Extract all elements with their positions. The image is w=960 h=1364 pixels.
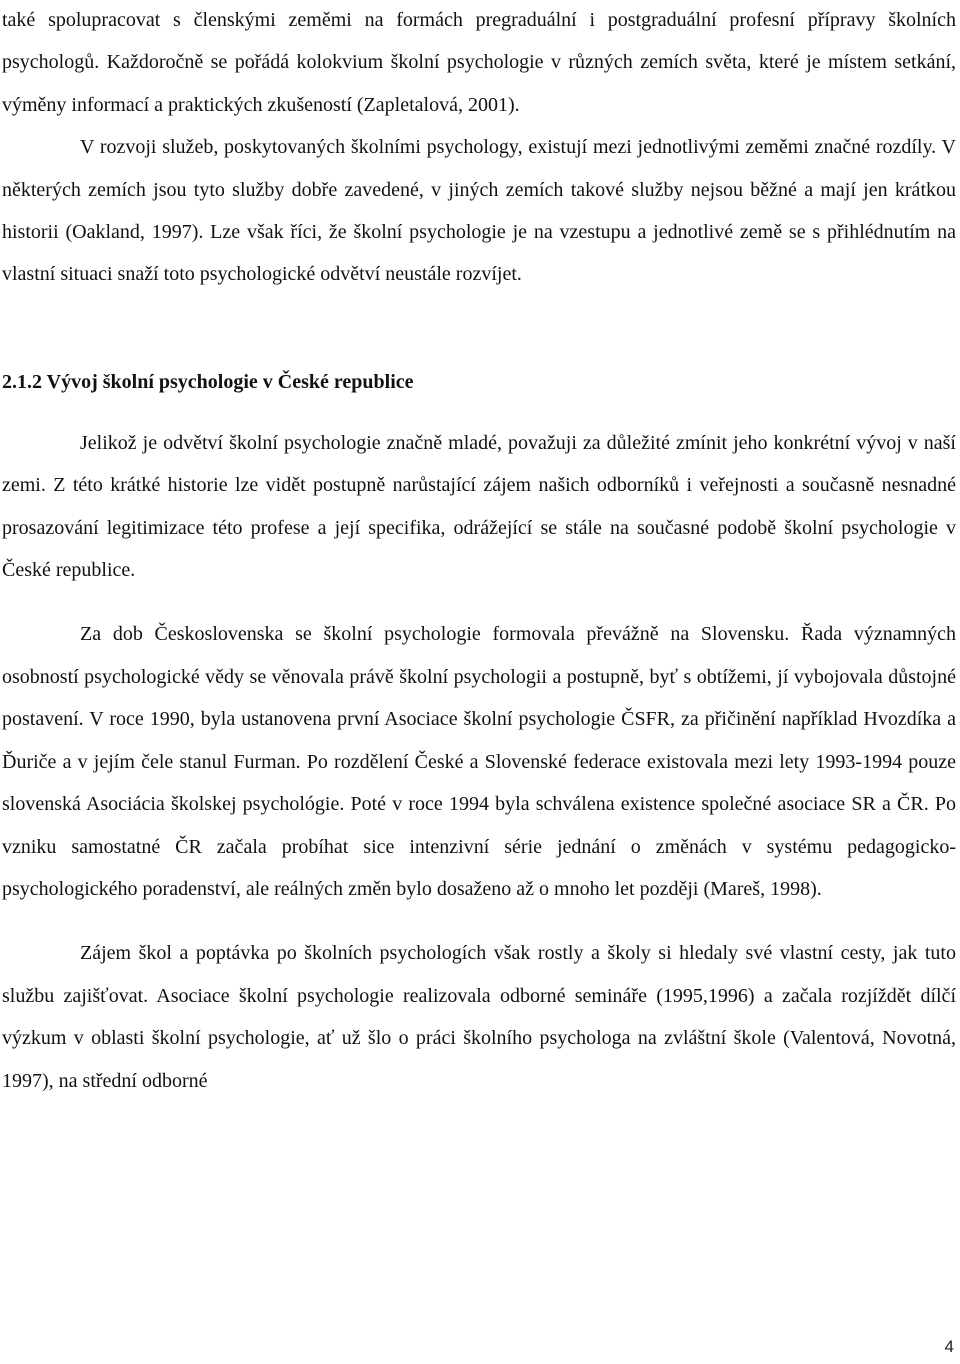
paragraph-services-differences: V rozvoji služeb, poskytovaných školními psychology, existují mezi jednotlivými zeměmi značné rozdíly. V některých zemích jsou tyto služby dobře zavedené, v jiných zemích takové služby nejsou běžné a mají jen krátkou historii (Oakland, 1997). Lze však říci, že školní psychologie je na vzestupu a jednotlivé země se s přihlédnutím na vlastní situaci snaží toto psychologické odvětví neustále rozvíjet. [2,136,956,286]
page-number: 4 [944,1337,954,1356]
paragraph-intro-czech: Jelikož je odvětví školní psychologie značně mladé, považuji za důležité zmínit jeho konkrétní vývoj v naší zemi. Z této krátké historie lze vidět postupně narůstající zájem našich odborníků i veřejnosti a současně nesnadné prosazování legitimizace této profese a její specifika, odrážející se stále na současné podobě školní psychologie v České republice. [2,431,956,582]
paragraph-czechoslovakia-history: Za dob Československa se školní psychologie formovala převážně na Slovensku. Řada významných osobností psychologické vědy se věnovala právě školní psychologii a postupně, byť s obtížemi, jí vybojovala důstojné postavení. V roce 1990, byla ustanovena první Asociace školní psychologie ČSFR, za přičinění například Hvozdíka a Ďuriče a v jejím čele stanul Furman. Po rozdělení České a Slovenské federace existovala mezi lety 1993-1994 pouze slovenská Asociácia školskej psychológie. Poté v roce 1994 byla schválena existence společné asociace SR a ČR. Po vzniku samostatné ČR začala probíhat sice intenzivní série jednání o změnách v systému pedagogicko-psychologického poradenství, ale reálných změn bylo dosaženo až o mnoho let později (Mareš, 1998). [2,623,956,900]
paragraph-school-demand: Zájem škol a poptávka po školních psychologích však rostly a školy si hledaly své vlastní cesty, jak tuto službu zajišťovat. Asociace školní psychologie realizovala odborné semináře (1995,1996) a začala rozjíždět dílčí výzkum v oblasti školní psychologie, ať už šlo o práci školního psychologa na zvláštní škole (Valentová, Novotná, 1997), na střední odborné [2,942,956,1092]
paragraph-continuation: také spolupracovat s členskými zeměmi na formách pregraduální i postgraduální profesní přípravy školních psychologů. Každoročně se pořádá kolokvium školní psychologie v různých zemích světa, které je místem setkání, výměny informací a praktických zkušeností (Zapletalová, 2001). [2,9,956,116]
section-heading: 2.1.2 Vývoj školní psychologie v České republice [2,370,414,393]
document-page [2,0,956,1102]
